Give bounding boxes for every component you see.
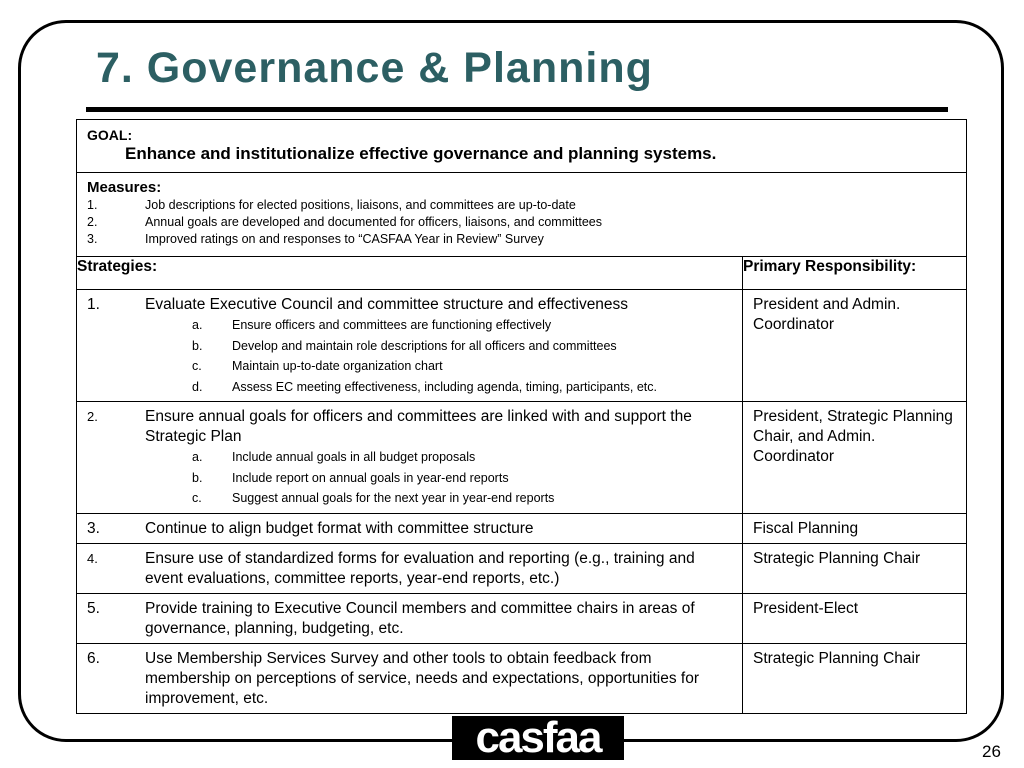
strategy-cell [77,593,743,643]
measure-number: 3. [87,232,98,246]
sub-letter: c. [192,359,202,373]
strategy-cell [77,643,743,713]
measure-item [87,197,956,214]
responsibility-header: Primary Responsibility: [743,257,967,290]
strategy-row [77,513,967,543]
strategy-number: 4. [87,550,98,566]
title-underline [86,107,948,112]
strategy-text: Continue to align budget format with committee structure [145,519,534,537]
responsibility-cell: Fiscal Planning [743,513,967,543]
strategy-number: 3. [87,519,100,537]
slide-title: 7. Governance & Planning [96,44,653,92]
sub-text: Include report on annual goals in year-end reports [232,470,509,485]
sub-item [87,447,732,468]
strategy-number: 1. [87,296,100,313]
strategy-number: 6. [87,649,100,667]
sub-item [87,356,732,377]
strategy-text: Evaluate Executive Council and committee structure and effectiveness [145,296,629,313]
strategy-number: 5. [87,599,100,617]
casfaa-logo: casfaa [452,716,624,760]
strategy-text: Use Membership Services Survey and other tools to obtain feedback from membership on perceptions of service, needs and expectations, opportunities for improvement, etc. [145,649,700,707]
responsibility-cell: President, Strategic Planning Chair, and Admin. Coordinator [743,402,967,514]
responsibility-cell: Strategic Planning Chair [743,543,967,593]
sub-text: Maintain up-to-date organization chart [232,359,443,373]
goal-row [77,120,967,173]
sub-letter: d. [192,379,203,394]
measures-cell [77,173,967,257]
strategy-cell [77,290,743,402]
strategy-row [77,543,967,593]
measure-text: Annual goals are developed and documented for officers, liaisons, and committees [145,215,602,229]
measure-number: 2. [87,215,98,229]
strategy-cell [77,513,743,543]
strategy-number: 2. [87,409,98,424]
responsibility-cell: Strategic Planning Chair [743,643,967,713]
sub-item [87,315,732,336]
sub-item [87,488,732,509]
sub-letter: a. [192,318,203,332]
sub-text: Develop and maintain role descriptions for all officers and committees [232,338,617,353]
strategy-text: Ensure annual goals for officers and committees are linked with and support the Strategic Plan [145,408,692,445]
strategy-text: Provide training to Executive Council members and committee chairs in areas of governance, planning, budgeting, etc. [145,599,695,637]
governance-table [76,119,967,714]
page-number: 26 [982,742,1001,761]
strategies-header: Strategies: [77,257,743,290]
measure-item [87,231,956,248]
sub-text: Suggest annual goals for the next year in year-end reports [232,491,555,505]
strategy-cell [77,402,743,514]
sub-text: Ensure officers and committees are functioning effectively [232,318,552,332]
sub-letter: c. [192,491,202,505]
strategy-row [77,593,967,643]
strategy-row [77,643,967,713]
measure-text: Job descriptions for elected positions, liaisons, and committees are up-to-date [145,198,576,212]
goal-text: Enhance and institutionalize effective governance and planning systems. [125,144,717,163]
sub-letter: b. [192,470,203,485]
measure-number: 1. [87,198,98,212]
sub-item [87,377,732,398]
sub-text: Assess EC meeting effectiveness, including agenda, timing, participants, etc. [232,379,657,394]
measures-label: Measures: [87,179,162,196]
sub-letter: b. [192,338,203,353]
responsibility-cell: President and Admin. Coordinator [743,290,967,402]
strategy-text: Ensure use of standardized forms for evaluation and reporting (e.g., training and event evaluations, committee reports, year-end reports, etc.) [145,549,695,587]
header-row [77,257,967,290]
measures-row [77,173,967,257]
strategy-cell [77,543,743,593]
goal-label: GOAL: [87,127,133,143]
responsibility-cell: President-Elect [743,593,967,643]
strategy-row [77,402,967,514]
goal-cell [77,120,967,173]
sub-text: Include annual goals in all budget proposals [232,450,476,464]
sub-item [87,468,732,489]
measure-item [87,214,956,231]
sub-letter: a. [192,450,203,464]
strategy-row [77,290,967,402]
sub-item [87,336,732,357]
measure-text: Improved ratings on and responses to “CASFAA Year in Review” Survey [145,232,544,246]
